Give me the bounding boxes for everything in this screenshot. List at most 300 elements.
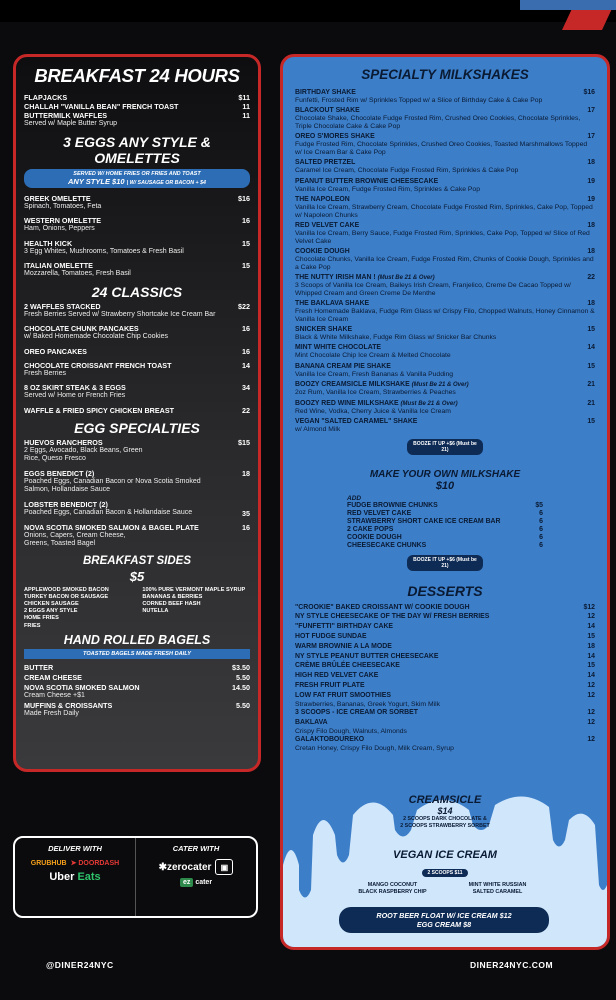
menu-item xyxy=(295,248,595,271)
item-desc: 3 Scoops of Vanilla Ice Cream, Baileys Irish Cream, Franjelico, Creme De Cacao Topped w/ Whipped Cream and Green Creme De Menthe xyxy=(295,282,571,297)
item-name-wrap xyxy=(295,633,367,642)
side-item: FRIES xyxy=(24,622,41,629)
item-price: 15 xyxy=(587,633,595,640)
side-item: TURKEY BACON OR SAUSAGE xyxy=(24,593,109,600)
item-name: COOKIE DOUGH xyxy=(295,248,350,256)
menu-item xyxy=(24,406,250,415)
eggs-price-label: ANY STYLE $10 xyxy=(68,176,125,186)
milkshakes-list xyxy=(295,89,595,434)
addon-price: 6 xyxy=(539,525,543,533)
item-name: NOVA SCOTIA SMOKED SALMON xyxy=(24,682,140,692)
item-row xyxy=(295,326,595,334)
menu-item xyxy=(24,93,250,102)
item-name-wrap xyxy=(295,381,469,389)
item-desc: Vanilla Ice Cream, Fresh Bananas & Vanilla Pudding xyxy=(295,370,454,378)
item-row xyxy=(295,719,595,728)
item-name: HOT FUDGE SUNDAE xyxy=(295,633,367,640)
desserts-title: DESSERTS xyxy=(407,582,483,599)
item-name: BLACKOUT SHAKE xyxy=(295,107,360,115)
menu-item xyxy=(295,682,595,691)
item-name: WAFFLE & FRIED SPICY CHICKEN BREAST xyxy=(24,405,175,415)
root-beer-float-banner xyxy=(339,907,549,933)
cater-with-section xyxy=(135,838,256,916)
item-price: $3.50 xyxy=(232,662,250,672)
deliver-with-section xyxy=(15,838,135,916)
item-row xyxy=(295,672,595,681)
item-desc: Served w/ Home or French Fries xyxy=(24,392,126,399)
addon-name: FUDGE BROWNIE CHUNKS xyxy=(347,501,438,509)
delivery-logos xyxy=(21,859,129,883)
item-name: 2 WAFFLES STACKED xyxy=(24,301,101,311)
menu-item xyxy=(295,159,595,175)
item-price: 14 xyxy=(587,672,595,680)
item-name: GREEK OMELETTE xyxy=(24,193,91,203)
flavor-item: MANGO COCONUT xyxy=(367,882,418,888)
menu-item xyxy=(295,604,595,613)
item-name-wrap xyxy=(295,643,392,652)
item-row xyxy=(295,643,595,652)
age-note: (Must Be 21 & Over) xyxy=(377,275,435,282)
sides-list xyxy=(24,587,250,630)
flavor-item: SALTED CARAMEL xyxy=(472,888,523,895)
item-name: FRESH FRUIT PLATE xyxy=(295,681,365,689)
item-desc: Fresh Homemade Baklava, Fudge Rim Glass w/ Crispy Filo, Chopped Walnuts, Honey Cinnamon & Vanilla Ice Cream xyxy=(295,308,595,323)
item-name: CHOCOLATE CROISSANT FRENCH TOAST xyxy=(24,360,172,370)
eggs-banner xyxy=(24,169,250,188)
menu-item xyxy=(24,111,250,120)
menu-item xyxy=(24,302,250,320)
item-row xyxy=(295,400,595,408)
item-price: 34 xyxy=(242,383,250,392)
uber-eats-logo[interactable] xyxy=(49,871,100,883)
float-line1: ROOT BEER FLOAT W/ ICE CREAM $12 xyxy=(376,911,512,920)
side-item xyxy=(142,615,250,622)
catering-icon: ▣ xyxy=(215,859,233,875)
delivery-box xyxy=(13,836,258,918)
item-price: 19 xyxy=(587,177,595,185)
item-name: NOVA SCOTIA SMOKED SALMON & BAGEL PLATE xyxy=(24,522,199,532)
item-price: $16 xyxy=(583,89,595,96)
item-price: 17 xyxy=(587,107,595,115)
item-name: MINT WHITE CHOCOLATE xyxy=(295,344,381,352)
item-price: 15 xyxy=(587,662,595,670)
item-name: OREO S'MORES SHAKE xyxy=(295,133,375,141)
menu-item xyxy=(295,709,595,718)
breakfast-title: BREAKFAST 24 HOURS xyxy=(34,65,240,86)
item-desc: Vanilla Ice Cream, Berry Sauce, Fudge Frosted Rim, Sprinkles, Cake Pop, Topped w/ Slice of Red Velvet Cake xyxy=(295,230,590,245)
item-name: HIGH RED VELVET CAKE xyxy=(295,672,379,680)
menu-item xyxy=(295,300,595,323)
item-price: $22 xyxy=(238,301,250,311)
item-name-wrap xyxy=(295,274,435,282)
menu-item xyxy=(295,178,595,194)
item-name: BOOZY CREAMSICLE MILKSHAKE xyxy=(295,381,410,389)
item-desc: Crispy Filo Dough, Walnuts, Almonds xyxy=(295,727,407,735)
item-name: WARM BROWNIE A LA MODE xyxy=(295,642,392,650)
item-name: CRÈME BRÛLÉE CHEESECAKE xyxy=(295,662,400,670)
item-name-wrap xyxy=(295,344,381,352)
item-price: 21 xyxy=(587,381,595,389)
deliver-with-title: DELIVER WITH xyxy=(48,844,102,853)
classics-title: 24 CLASSICS xyxy=(91,283,183,300)
menu-item xyxy=(24,347,250,356)
item-price: 14 xyxy=(242,360,250,370)
item-desc: Chocolate Shake, Chocolate Fudge Frosted Rim, Crushed Oreo Cookies, Chocolate Sprinkles, Triple Chocolate Cake & Cake Pop xyxy=(295,115,581,130)
item-name: NY STYLE CHEESECAKE OF THE DAY W/ FRESH BERRIES xyxy=(295,613,490,621)
menu-item xyxy=(295,633,595,642)
item-price: $12 xyxy=(583,603,595,611)
item-price: 15 xyxy=(242,261,250,270)
item-price: 35 xyxy=(242,508,250,518)
bagels-banner: TOASTED BAGELS MADE FRESH DAILY xyxy=(24,649,250,659)
menu-item xyxy=(295,719,595,735)
make-your-own-price: $10 xyxy=(435,479,455,492)
item-price: 18 xyxy=(587,248,595,256)
item-name-wrap xyxy=(295,672,378,681)
item-row xyxy=(295,381,595,389)
item-row xyxy=(295,196,595,204)
item-row xyxy=(295,300,595,308)
addon-name: STRAWBERRY SHORT CAKE ICE CREAM BAR xyxy=(347,517,501,525)
item-name: THE NAPOLEON xyxy=(295,196,350,204)
side-item: 2 EGGS ANY STYLE xyxy=(24,608,78,615)
item-desc: Black & White Milkshake, Fudge Rim Glass w/ Snicker Bar Chunks xyxy=(295,334,497,342)
item-name: SALTED PRETZEL xyxy=(295,159,356,167)
item-price: 17 xyxy=(587,133,595,141)
item-row xyxy=(295,662,595,671)
item-name-wrap xyxy=(295,613,489,622)
menu-item xyxy=(24,683,250,701)
item-price: 18 xyxy=(587,159,595,167)
item-desc: Vanilla Ice Cream, Fudge Frosted Rim, Sprinkles & Cake Pop xyxy=(295,185,480,193)
item-name: WESTERN OMELETTE xyxy=(24,216,102,225)
item-desc: w/ Almond Milk xyxy=(295,426,341,434)
item-price: 16 xyxy=(242,346,250,356)
item-desc: Red Wine, Vodka, Cherry Juice & Vanilla Ice Cream xyxy=(295,407,451,415)
item-price: 16 xyxy=(242,216,250,225)
zerocater-logo[interactable]: ✱zerocater xyxy=(158,861,212,873)
item-price: 22 xyxy=(242,405,250,415)
item-price: 14 xyxy=(587,652,595,660)
item-name: BAKLAVA xyxy=(295,718,328,726)
item-name-wrap xyxy=(295,196,350,204)
side-item: CHICKEN SAUSAGE xyxy=(24,600,79,607)
item-name: OREO PANCAKES xyxy=(24,346,87,356)
item-price: 12 xyxy=(587,718,595,726)
item-price: 15 xyxy=(587,326,595,334)
addon-price: 6 xyxy=(539,533,543,541)
menu-item xyxy=(295,363,595,379)
side-item: NUTELLA xyxy=(142,608,169,615)
menu-item xyxy=(24,673,250,682)
ez-label: ez xyxy=(180,878,193,887)
item-name-wrap xyxy=(295,709,418,718)
item-row xyxy=(295,736,595,745)
social-handle[interactable]: @DINER24NYC xyxy=(46,960,114,970)
item-name: "FUNFETTI" BIRTHDAY CAKE xyxy=(295,623,394,631)
addon-price: 6 xyxy=(539,541,543,549)
flavor-item: BLACK RASPBERRY CHIP xyxy=(358,888,427,895)
menu-item xyxy=(295,418,595,434)
vegan-section xyxy=(283,849,607,895)
item-name: BIRTHDAY SHAKE xyxy=(295,89,356,96)
item-name-wrap xyxy=(295,418,417,426)
creamsicle-section xyxy=(283,794,607,829)
item-row xyxy=(295,682,595,691)
creamsicle-line2: 2 SCOOPS STRAWBERRY SORBET xyxy=(400,822,490,829)
eggs-title: 3 EGGS ANY STYLE & OMELETTES xyxy=(63,133,211,166)
item-row xyxy=(295,344,595,352)
addon-price: 6 xyxy=(539,517,543,525)
item-name-wrap xyxy=(295,159,355,167)
item-desc: Fresh Berries xyxy=(24,369,67,377)
item-price: 22 xyxy=(587,274,595,282)
item-price: 15 xyxy=(587,418,595,426)
item-name: "CROOKIE" BAKED CROISSANT W/ COOKIE DOUGH xyxy=(295,603,470,611)
item-name: BOOZY RED WINE MILKSHAKE xyxy=(295,399,399,407)
item-name: FLAPJACKS xyxy=(24,93,68,102)
item-name: HUEVOS RANCHEROS xyxy=(24,437,103,447)
menu-item xyxy=(295,196,595,219)
menu-item xyxy=(295,381,595,397)
item-desc: Caramel Ice Cream, Chocolate Fudge Frosted Rim, Sprinkles & Cake Pop xyxy=(295,167,519,175)
item-desc: Fresh Berries Served w/ Strawberry Shortcake Ice Cream Bar xyxy=(24,310,216,318)
item-price: 12 xyxy=(587,736,595,744)
item-name: CHOCOLATE CHUNK PANCAKES xyxy=(24,324,139,333)
flavor-item: MINT WHITE RUSSIAN xyxy=(468,882,527,888)
egg-specialties-title: EGG SPECIALTIES xyxy=(74,419,200,436)
item-name-wrap xyxy=(295,178,438,186)
item-row xyxy=(295,248,595,256)
item-price: 18 xyxy=(587,222,595,230)
menu-item xyxy=(295,344,595,360)
ezcater-logo[interactable] xyxy=(180,879,212,886)
item-name-wrap xyxy=(295,248,350,256)
menu-item xyxy=(295,326,595,342)
item-note: Served w/ Maple Butter Syrup xyxy=(24,120,117,127)
item-price: 14.50 xyxy=(232,682,250,692)
item-row xyxy=(295,604,595,613)
desserts-list xyxy=(295,604,595,753)
item-name: HEALTH KICK xyxy=(24,238,73,248)
creamsicle-line1: 2 SCOOPS DARK CHOCOLATE & xyxy=(403,816,487,822)
item-desc: Ham, Onions, Peppers xyxy=(24,225,95,232)
item-price: 5.50 xyxy=(236,672,250,682)
item-name: VEGAN "SALTED CARAMEL" SHAKE xyxy=(295,418,418,426)
creamsicle-price: $14 xyxy=(437,806,453,816)
zerocater-label: zerocater xyxy=(166,861,212,873)
sides-price: $5 xyxy=(129,568,145,584)
booze-badge: BOOZE IT UP +$6 (Must be 21) xyxy=(407,439,483,455)
cater-logos xyxy=(142,859,250,886)
item-desc: Made Fresh Daily xyxy=(24,710,79,718)
bagels-title: HAND ROLLED BAGELS xyxy=(63,632,211,647)
menu-item xyxy=(24,438,250,464)
menu-item xyxy=(24,469,250,495)
side-item xyxy=(142,623,250,630)
item-price: 18 xyxy=(242,468,250,478)
booze-badge: BOOZE IT UP +$6 (Must be 21) xyxy=(407,555,483,571)
menu-item xyxy=(295,222,595,245)
item-price: 18 xyxy=(587,300,595,308)
menu-item xyxy=(24,701,250,719)
item-name: GALAKTOBOUREKO xyxy=(295,736,365,744)
item-price: 19 xyxy=(587,196,595,204)
item-name: ITALIAN OMELETTE xyxy=(24,261,93,270)
item-name-wrap xyxy=(295,719,328,728)
addon-item xyxy=(347,510,543,518)
item-name-wrap xyxy=(295,736,364,745)
item-desc: Onions, Capers, Cream Cheese, Greens, Toasted Bagel xyxy=(24,531,126,547)
item-row xyxy=(295,274,595,282)
menu-item xyxy=(295,133,595,156)
menu-item xyxy=(24,383,250,401)
addon-name: RED VELVET CAKE xyxy=(347,509,412,517)
addon-price: $5 xyxy=(535,501,543,509)
item-name: BANANA CREAM PIE SHAKE xyxy=(295,362,391,370)
item-price: 12 xyxy=(587,681,595,689)
item-name-wrap xyxy=(295,222,359,230)
eggs-banner-line2 xyxy=(28,177,246,186)
ezcater-label: cater xyxy=(195,879,213,886)
item-name-wrap xyxy=(295,326,352,334)
addon-name: CHEESECAKE CHUNKS xyxy=(347,541,427,549)
item-desc: Cream Cheese +$1 xyxy=(24,691,85,699)
item-name-wrap xyxy=(295,682,365,691)
item-row xyxy=(295,418,595,426)
item-price: 12 xyxy=(587,613,595,621)
item-price: 16 xyxy=(242,522,250,532)
vegan-flavors xyxy=(340,882,550,895)
age-note: (Must Be 21 & Over) xyxy=(411,382,469,389)
doordash-label: DOORDASH xyxy=(78,860,120,867)
menu-item xyxy=(295,400,595,416)
grubhub-logo[interactable]: GRUBHUB xyxy=(30,859,67,867)
menu-item xyxy=(24,361,250,379)
side-item: CORNED BEEF HASH xyxy=(142,600,201,607)
item-row xyxy=(295,133,595,141)
item-price: 14 xyxy=(587,623,595,631)
float-line2: EGG CREAM $8 xyxy=(416,920,472,929)
item-price: 14 xyxy=(587,344,595,352)
item-row xyxy=(295,613,595,622)
menu-item xyxy=(24,216,250,234)
item-desc: 2 Eggs, Avocado, Black Beans, Green Rice, Queso Fresco xyxy=(24,446,143,462)
item-name: CREAM CHEESE xyxy=(24,672,82,682)
breakfast-items xyxy=(24,93,250,129)
doordash-logo[interactable]: ➤ DOORDASH xyxy=(70,860,120,867)
add-label: ADD xyxy=(347,494,362,502)
item-desc: Funfetti, Frosted Rim w/ Sprinkles Topped w/ a Slice of Birthday Cake & Cake Pop xyxy=(295,97,543,104)
item-name-wrap xyxy=(295,133,375,141)
addon-items xyxy=(347,502,543,550)
side-item: APPLEWOOD SMOKED BACON xyxy=(24,586,109,593)
addon-item xyxy=(347,526,543,534)
item-desc: w/ Baked Homemade Chocolate Chip Cookies xyxy=(24,333,168,340)
item-name: 3 SCOOPS - ICE CREAM OR SORBET xyxy=(295,709,418,717)
breakfast-panel xyxy=(13,54,261,772)
item-name: THE NUTTY IRISH MAN ! xyxy=(295,274,376,282)
item-name: RED VELVET CAKE xyxy=(295,222,360,230)
item-price: 21 xyxy=(587,399,595,407)
addon-item xyxy=(347,518,543,526)
item-name: CHALLAH "VANILLA BEAN" FRENCH TOAST xyxy=(24,102,179,111)
menu-item xyxy=(24,324,250,342)
menu-item xyxy=(295,643,595,652)
item-desc: 3 Egg Whites, Mushrooms, Tomatoes & Fresh Basil xyxy=(24,247,184,255)
menu-item xyxy=(295,692,595,708)
item-desc: Poached Eggs, Canadian Bacon & Hollandaise Sauce xyxy=(24,508,193,516)
addon-price: 6 xyxy=(539,509,543,517)
item-price: 15 xyxy=(242,238,250,248)
item-name: 8 OZ SKIRT STEAK & 3 EGGS xyxy=(24,383,126,392)
item-desc: Mint Chocolate Chip Ice Cream & Melted Chocolate xyxy=(295,352,451,360)
item-name: EGGS BENEDICT (2) xyxy=(24,468,95,478)
dessert-panel xyxy=(280,54,610,950)
make-your-own-list xyxy=(347,495,543,550)
addon-item xyxy=(347,542,543,550)
item-name: NY STYLE PEANUT BUTTER CHEESECAKE xyxy=(295,652,439,660)
sides-title: BREAKFAST SIDES xyxy=(83,554,191,567)
item-name-wrap xyxy=(295,604,470,613)
menu-item xyxy=(24,194,250,212)
item-row xyxy=(295,633,595,642)
side-item: HOME FRIES xyxy=(24,615,59,622)
item-name-wrap xyxy=(295,363,391,371)
item-row xyxy=(295,107,595,115)
item-desc: Poached Eggs, Canadian Bacon or Nova Scotia Smoked Salmon, Hollandaise Sauce xyxy=(24,477,201,493)
item-price: $11 xyxy=(238,93,250,102)
age-note: (Must Be 21 & Over) xyxy=(400,400,458,407)
website-link[interactable]: DINER24NYC.COM xyxy=(470,960,554,970)
item-price: $16 xyxy=(238,193,250,203)
item-desc: Fudge Frosted Rim, Chocolate Sprinkles, Crushed Oreo Cookies, Toasted Marshmallows Topped w/ Ice Cream Bar & Cake Pop xyxy=(295,141,588,156)
item-name-wrap xyxy=(295,89,356,97)
item-row xyxy=(295,709,595,718)
item-desc: Cretan Honey, Crispy Filo Dough, Milk Cream, Syrup xyxy=(295,745,454,753)
menu-item xyxy=(295,653,595,662)
item-desc: Strawberries, Bananas, Greek Yogurt, Skim Milk xyxy=(295,700,441,708)
make-your-own-title: MAKE YOUR OWN MILKSHAKE xyxy=(369,468,521,480)
item-name-wrap xyxy=(295,623,393,632)
item-row xyxy=(295,692,595,701)
creamsicle-title: CREAMSICLE xyxy=(408,794,482,806)
item-desc: 2oz Rum, Vanilla Ice Cream, Strawberries & Peaches xyxy=(295,389,456,397)
item-price: 16 xyxy=(242,324,250,333)
eggs-banner-line1: SERVED W/ HOME FRIES OR FRIES AND TOAST xyxy=(73,170,201,177)
item-row xyxy=(295,159,595,167)
item-price: 11 xyxy=(242,102,250,111)
top-blue-stripe xyxy=(520,0,616,10)
item-name: MUFFINS & CROISSANTS xyxy=(24,701,113,711)
item-name: BUTTER xyxy=(24,662,54,672)
item-name-wrap xyxy=(295,692,391,701)
menu-item xyxy=(24,500,250,518)
item-name-wrap xyxy=(295,107,360,115)
item-name-wrap xyxy=(295,653,438,662)
item-name: THE BAKLAVA SHAKE xyxy=(295,300,370,308)
item-name: LOBSTER BENEDICT (2) xyxy=(24,499,108,509)
item-price: 15 xyxy=(587,362,595,370)
item-price: 5.50 xyxy=(236,701,250,711)
addon-item xyxy=(347,534,543,542)
addon-name: COOKIE DOUGH xyxy=(347,533,402,541)
item-row xyxy=(295,89,595,97)
menu-item xyxy=(295,662,595,671)
side-item: BANANAS & BERRIES xyxy=(142,593,203,600)
item-row xyxy=(295,363,595,371)
side-item: 100% PURE VERMONT MAPLE SYRUP xyxy=(142,586,246,593)
